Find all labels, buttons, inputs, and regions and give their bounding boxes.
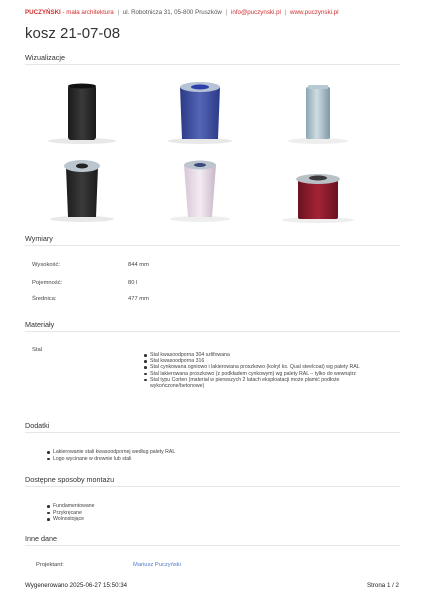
- bin-illustration: [264, 153, 372, 223]
- bin-illustration: [28, 153, 136, 223]
- list-item: Lakierowanie stali kwasoodpornej według palety RAL: [47, 449, 175, 456]
- materials-list: [144, 352, 389, 389]
- designer-link[interactable]: Mariusz Puczyński: [133, 562, 181, 568]
- product-image-pink-steel[interactable]: [146, 153, 254, 223]
- list-item: Logo wycinane w drewnie lub stali: [47, 456, 175, 463]
- generated-timestamp: Wygenerowano 2025-06-27 15:50:34: [25, 582, 128, 589]
- section-divider: [25, 486, 400, 487]
- section-title-materials: Materiały: [25, 320, 55, 329]
- section-divider: [25, 245, 400, 246]
- designer-label: Projektant:: [36, 562, 64, 568]
- section-divider: [25, 545, 400, 546]
- address: ul. Robotnicza 31, 05-800 Pruszków: [122, 9, 222, 16]
- section-title-extras: Dodatki: [25, 421, 50, 430]
- mounting-list: [47, 503, 95, 523]
- spec-label-capacity: Pojemność:: [32, 280, 63, 286]
- spec-value-capacity: 80 l: [128, 280, 138, 286]
- list-item: Fundamentowane: [47, 503, 95, 510]
- separator: |: [117, 9, 120, 16]
- bin-illustration: [264, 75, 372, 145]
- extras-list: [47, 449, 175, 462]
- image-gallery: [28, 73, 400, 223]
- section-divider: [25, 64, 400, 65]
- product-image-dark-funnel[interactable]: [28, 153, 136, 223]
- list-item: Stal kwasoodporna 304 szlifowana: [144, 352, 389, 358]
- section-divider: [25, 331, 400, 332]
- product-image-steel[interactable]: [264, 75, 372, 145]
- separator: |: [225, 9, 228, 16]
- list-item: Stal lakierowana proszkowo (z podkładem cynkowym) wg palety RAL – tylko do wewnątrz: [144, 371, 389, 377]
- list-item: Stal kwasoodporna 316: [144, 358, 389, 364]
- product-image-blue[interactable]: [146, 75, 254, 145]
- product-image-red[interactable]: [264, 153, 372, 223]
- bin-illustration: [28, 75, 136, 145]
- material-label: Stal: [32, 347, 42, 353]
- section-title-other: Inne dane: [25, 534, 57, 543]
- list-item: Stal typu Corten (materiał w pierwszych 2 latach eksploatacji może plamić podłoże wykończone/betonowe): [144, 377, 389, 389]
- list-item: Wolnostojące: [47, 516, 95, 523]
- section-title-visualization: Wizualizacje: [25, 53, 65, 62]
- bin-illustration: [146, 75, 254, 145]
- brand-name: PUCZYŃSKI: [25, 9, 61, 16]
- spec-label-diameter: Średnica:: [32, 296, 57, 302]
- section-divider: [25, 432, 400, 433]
- email-link[interactable]: info@puczynski.pl: [230, 9, 281, 16]
- page-number: Strona 1 / 2: [367, 582, 399, 589]
- list-item: Stal cynkowana ogniowo i lakierowana proszkowo (kolryl ks. Qual steelcoat) wg palety RAL: [144, 364, 389, 370]
- spec-value-height: 844 mm: [128, 262, 149, 268]
- section-title-mounting: Dostępne sposoby montażu: [25, 475, 115, 484]
- bin-illustration: [146, 153, 254, 223]
- brand-subtitle: - mała architektura: [62, 9, 114, 16]
- list-item: Przykręcane: [47, 510, 95, 517]
- page-header: [25, 9, 339, 16]
- spec-label-height: Wysokość:: [32, 262, 60, 268]
- product-image-black[interactable]: [28, 75, 136, 145]
- website-link[interactable]: www.puczynski.pl: [290, 9, 339, 16]
- section-title-dimensions: Wymiary: [25, 234, 53, 243]
- page-title: kosz 21-07-08: [25, 25, 121, 42]
- separator: |: [284, 9, 287, 16]
- spec-value-diameter: 477 mm: [128, 296, 149, 302]
